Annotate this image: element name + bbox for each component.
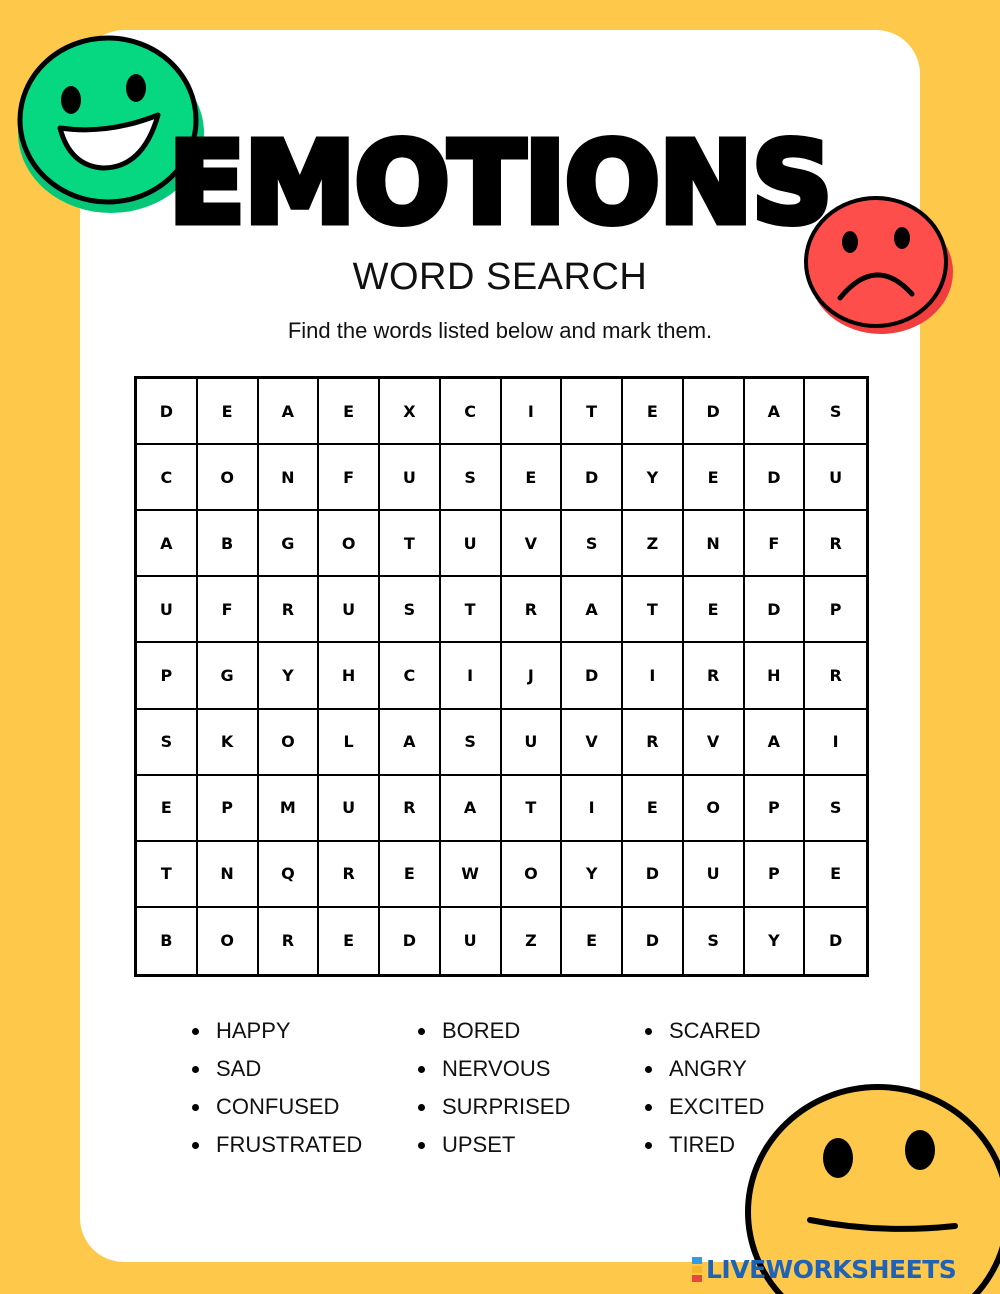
grid-cell[interactable]: P	[198, 776, 259, 842]
grid-cell[interactable]: P	[745, 776, 806, 842]
word-item: SCARED	[643, 1014, 764, 1052]
grid-cell[interactable]: S	[805, 379, 866, 445]
word-list-column-1	[190, 1014, 362, 1166]
grid-cell[interactable]: V	[684, 710, 745, 776]
grid-cell[interactable]: A	[745, 379, 806, 445]
grid-cell[interactable]: E	[380, 842, 441, 908]
grid-cell[interactable]: U	[805, 445, 866, 511]
grid-cell[interactable]: D	[562, 445, 623, 511]
grid-cell[interactable]: U	[502, 710, 563, 776]
word-item: HAPPY	[190, 1014, 362, 1052]
grid-cell[interactable]: A	[380, 710, 441, 776]
word-item: BORED	[416, 1014, 570, 1052]
grid-cell[interactable]: N	[259, 445, 320, 511]
grid-cell[interactable]: L	[319, 710, 380, 776]
grid-cell[interactable]: F	[319, 445, 380, 511]
grid-cell[interactable]: R	[259, 577, 320, 643]
grid-cell[interactable]: H	[745, 643, 806, 709]
grid-cell[interactable]: E	[684, 445, 745, 511]
grid-cell[interactable]: U	[441, 908, 502, 974]
word-list-column-3	[643, 1014, 764, 1166]
grid-cell[interactable]: M	[259, 776, 320, 842]
grid-cell[interactable]: S	[137, 710, 198, 776]
word-item: SURPRISED	[416, 1090, 570, 1128]
grid-cell[interactable]: A	[441, 776, 502, 842]
grid-cell[interactable]: H	[319, 643, 380, 709]
liveworksheets-logo[interactable]	[692, 1252, 956, 1286]
grid-cell[interactable]: E	[623, 776, 684, 842]
grid-cell[interactable]: E	[319, 908, 380, 974]
grid-cell[interactable]: E	[684, 577, 745, 643]
word-item: TIRED	[643, 1128, 764, 1166]
grid-cell[interactable]: A	[562, 577, 623, 643]
grid-cell[interactable]: D	[562, 643, 623, 709]
grid-cell[interactable]: U	[441, 511, 502, 577]
grid-cell[interactable]: U	[137, 577, 198, 643]
grid-cell[interactable]: U	[319, 776, 380, 842]
grid-cell[interactable]: A	[137, 511, 198, 577]
grid-cell[interactable]: R	[259, 908, 320, 974]
grid-cell[interactable]: P	[137, 643, 198, 709]
grid-cell[interactable]: X	[380, 379, 441, 445]
grid-cell[interactable]: E	[319, 379, 380, 445]
grid-cell[interactable]: C	[137, 445, 198, 511]
word-item: EXCITED	[643, 1090, 764, 1128]
grid-cell[interactable]: R	[623, 710, 684, 776]
grid-cell[interactable]: E	[623, 379, 684, 445]
grid-cell[interactable]: D	[137, 379, 198, 445]
grid-cell[interactable]: S	[441, 710, 502, 776]
instructions: Find the words listed below and mark them.	[287, 318, 713, 343]
grid-cell[interactable]: D	[380, 908, 441, 974]
grid-cell[interactable]: Y	[259, 643, 320, 709]
grid-cell[interactable]: B	[137, 908, 198, 974]
grid-cell[interactable]: Y	[623, 445, 684, 511]
grid-cell[interactable]: O	[259, 710, 320, 776]
grid-cell[interactable]: P	[745, 842, 806, 908]
grid-cell[interactable]: C	[380, 643, 441, 709]
grid-cell[interactable]: U	[319, 577, 380, 643]
watermark-text: LIVEWORKSHEETS	[706, 1254, 957, 1284]
grid-cell[interactable]: O	[684, 776, 745, 842]
word-item: SAD	[190, 1052, 362, 1090]
grid-cell[interactable]: T	[137, 842, 198, 908]
grid-cell[interactable]: F	[745, 511, 806, 577]
word-item: UPSET	[416, 1128, 570, 1166]
word-item: CONFUSED	[190, 1090, 362, 1128]
grid-cell[interactable]: T	[502, 776, 563, 842]
grid-cell[interactable]: W	[441, 842, 502, 908]
grid-cell[interactable]: E	[502, 445, 563, 511]
page-title: EMOTIONS	[168, 119, 832, 249]
grid-cell[interactable]: R	[684, 643, 745, 709]
grid-cell[interactable]: V	[502, 511, 563, 577]
grid-cell[interactable]: T	[441, 577, 502, 643]
liveworksheets-logo-icon	[692, 1257, 702, 1282]
grid-cell[interactable]: I	[805, 710, 866, 776]
grid-cell[interactable]: G	[259, 511, 320, 577]
grid-cell[interactable]: I	[441, 643, 502, 709]
grid-cell[interactable]: A	[745, 710, 806, 776]
grid-cell[interactable]: V	[562, 710, 623, 776]
grid-cell[interactable]: S	[805, 776, 866, 842]
grid-cell[interactable]: T	[623, 577, 684, 643]
grid-cell[interactable]: D	[745, 577, 806, 643]
grid-cell[interactable]: P	[805, 577, 866, 643]
grid-cell[interactable]: J	[502, 643, 563, 709]
grid-cell[interactable]: E	[137, 776, 198, 842]
grid-cell[interactable]: I	[502, 379, 563, 445]
grid-cell[interactable]: U	[684, 842, 745, 908]
grid-cell[interactable]: F	[198, 577, 259, 643]
grid-cell[interactable]: U	[380, 445, 441, 511]
grid-cell[interactable]: I	[623, 643, 684, 709]
grid-cell[interactable]: K	[198, 710, 259, 776]
grid-cell[interactable]: E	[805, 842, 866, 908]
grid-cell[interactable]: S	[684, 908, 745, 974]
grid-cell[interactable]: R	[805, 511, 866, 577]
word-list-column-2	[416, 1014, 570, 1166]
grid-cell[interactable]: O	[502, 842, 563, 908]
grid-cell[interactable]: S	[562, 511, 623, 577]
grid-cell[interactable]: D	[745, 445, 806, 511]
grid-cell[interactable]: O	[198, 445, 259, 511]
word-search-grid	[134, 376, 869, 977]
grid-cell[interactable]: N	[198, 842, 259, 908]
page-subtitle: WORD SEARCH	[352, 256, 648, 298]
grid-cell[interactable]: E	[562, 908, 623, 974]
grid-cell[interactable]: B	[198, 511, 259, 577]
word-item: NERVOUS	[416, 1052, 570, 1090]
grid-cell[interactable]: D	[623, 842, 684, 908]
grid-cell[interactable]: N	[684, 511, 745, 577]
grid-cell[interactable]: C	[441, 379, 502, 445]
grid-cell[interactable]: Z	[623, 511, 684, 577]
grid-cell[interactable]: S	[380, 577, 441, 643]
grid-cell[interactable]: R	[805, 643, 866, 709]
grid-cell[interactable]: G	[198, 643, 259, 709]
grid-cell[interactable]: Z	[502, 908, 563, 974]
grid-cell[interactable]: E	[198, 379, 259, 445]
grid-cell[interactable]: I	[562, 776, 623, 842]
grid-cell[interactable]: Q	[259, 842, 320, 908]
grid-cell[interactable]: S	[441, 445, 502, 511]
grid-cell[interactable]: D	[623, 908, 684, 974]
grid-cell[interactable]: D	[684, 379, 745, 445]
grid-cell[interactable]: R	[380, 776, 441, 842]
grid-cell[interactable]: D	[828, 931, 843, 951]
word-item: ANGRY	[643, 1052, 764, 1090]
grid-cell[interactable]: O	[198, 908, 259, 974]
grid-cell[interactable]: R	[319, 842, 380, 908]
grid-cell[interactable]: Y	[562, 842, 623, 908]
word-item: FRUSTRATED	[190, 1128, 362, 1166]
grid-cell[interactable]: O	[319, 511, 380, 577]
grid-cell[interactable]: R	[502, 577, 563, 643]
grid-cell[interactable]: T	[380, 511, 441, 577]
grid-cell[interactable]: Y	[745, 908, 806, 974]
grid-cell[interactable]: T	[562, 379, 623, 445]
grid-cell[interactable]: A	[259, 379, 320, 445]
